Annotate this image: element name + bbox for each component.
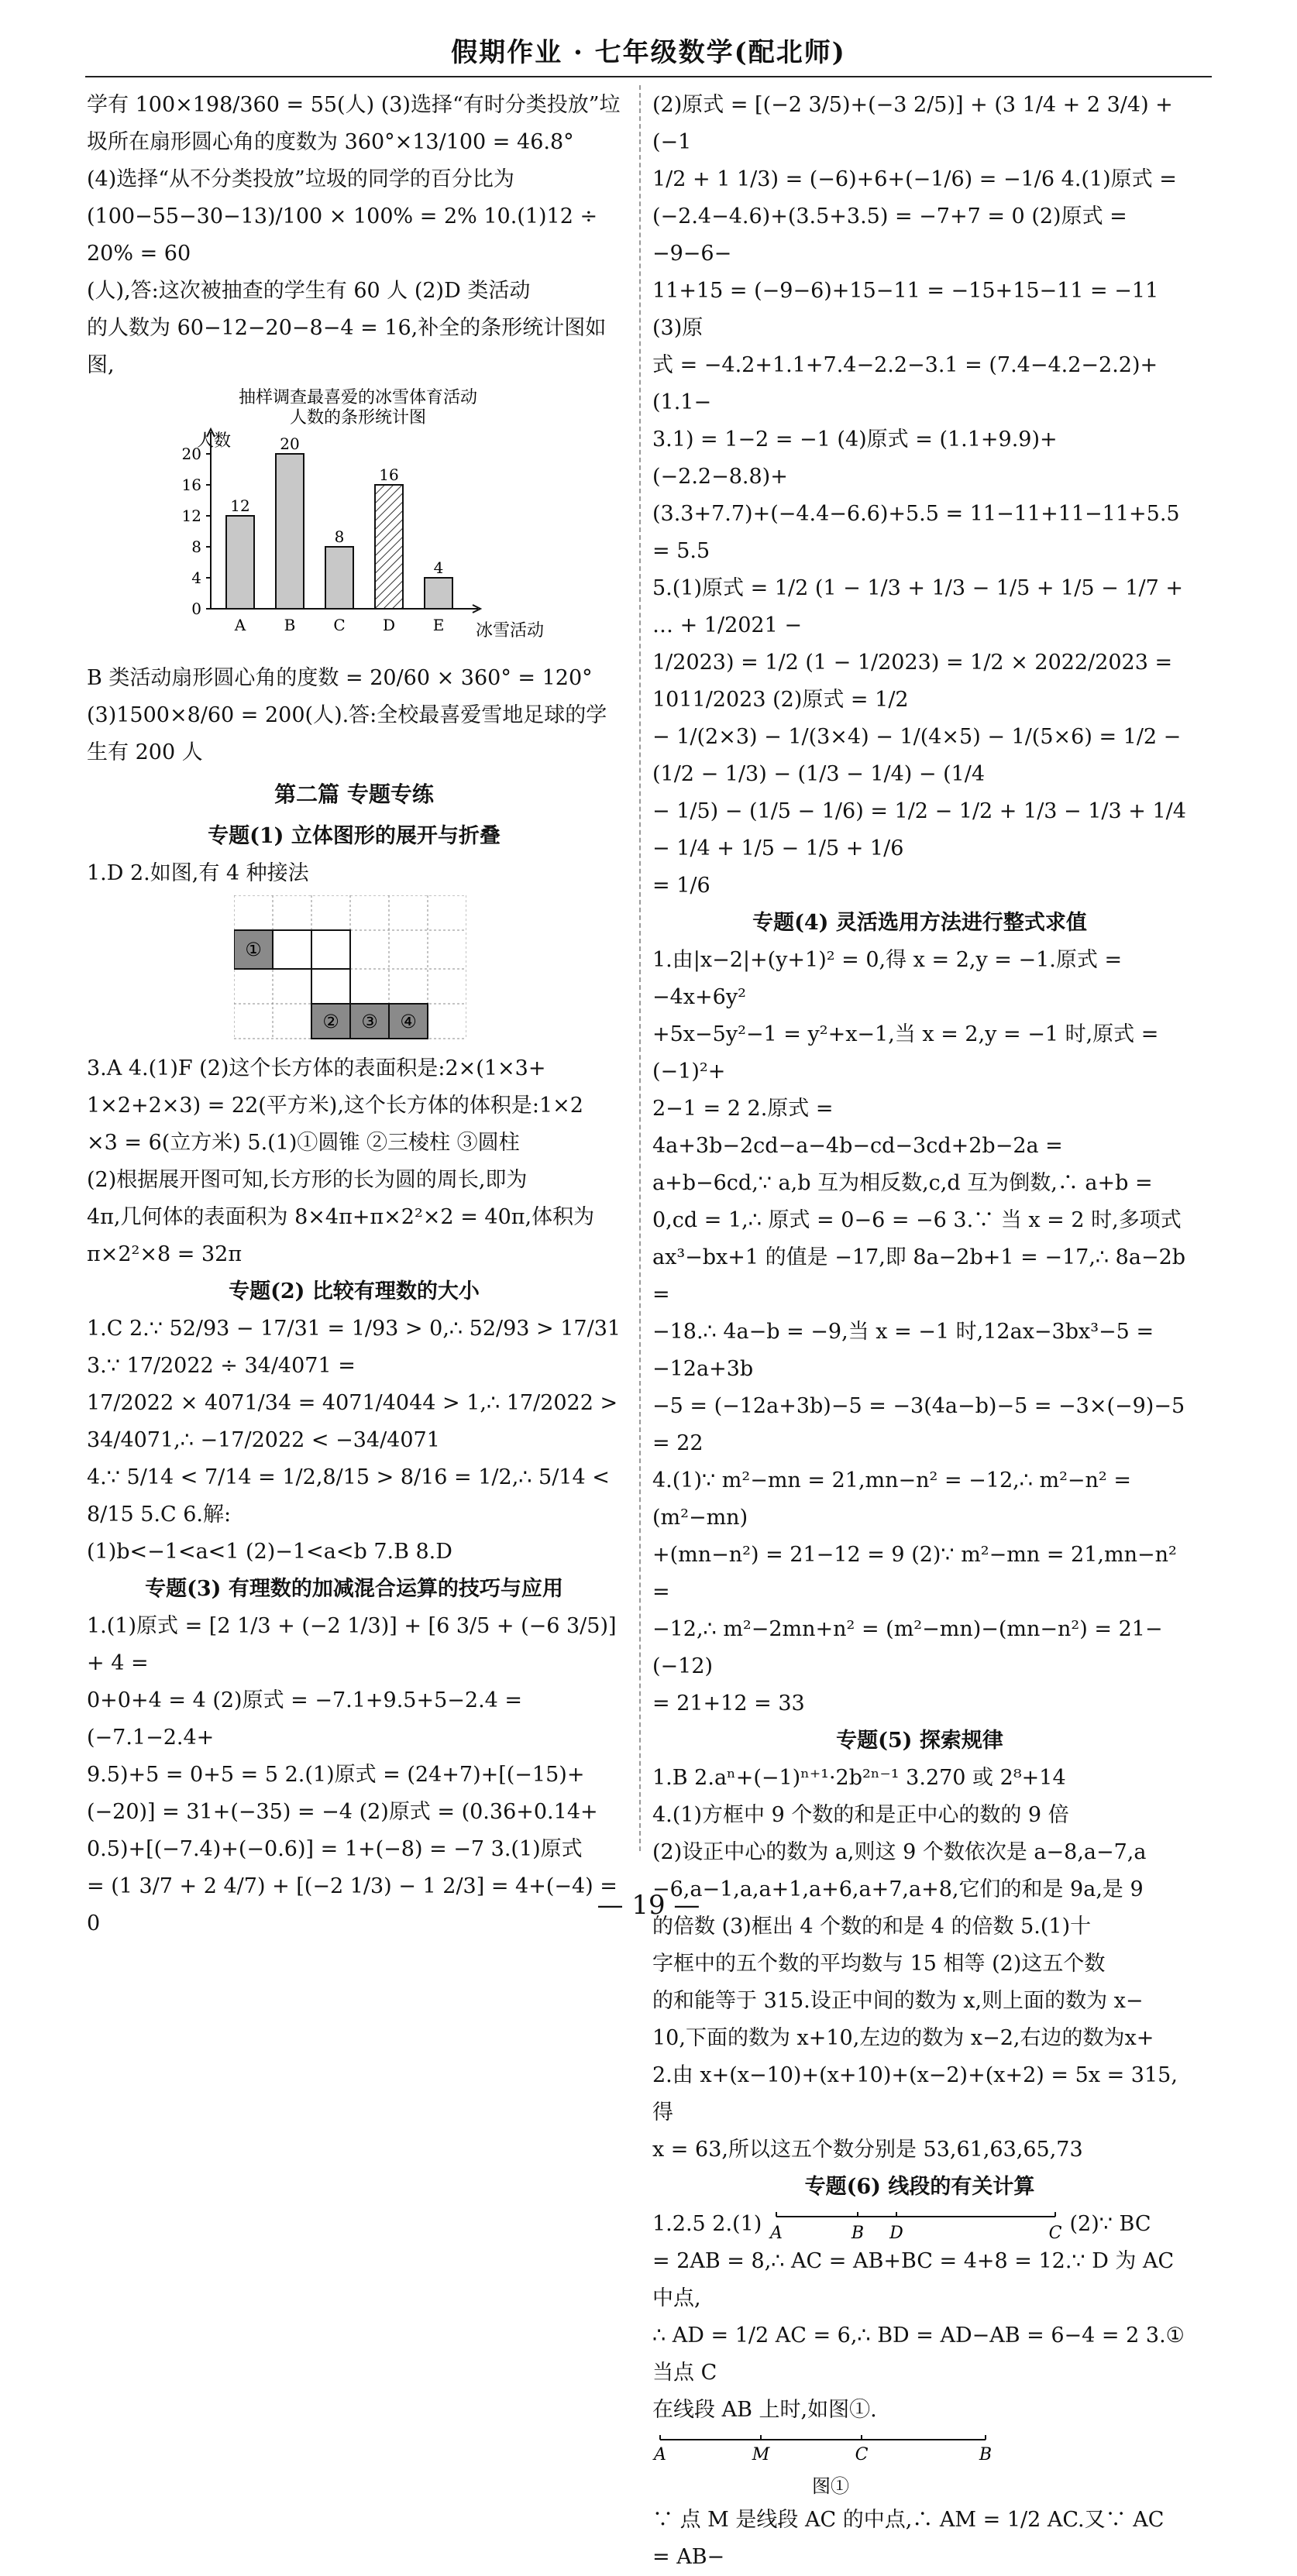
y-tick-label: 4 <box>191 568 201 587</box>
segment1-point-c: C <box>1048 2223 1062 2243</box>
text-line: B 类活动扇形圆心角的度数 = 20/60 × 360° = 120° <box>87 666 593 690</box>
topic3-title: 专题(3) 有理数的加减混合运算的技巧与应用 <box>145 1577 563 1601</box>
y-tick-label: 12 <box>181 507 201 525</box>
text-line: (人),答:这次被抽查的学生有 60 人 (2)D 类活动 <box>87 279 531 303</box>
chart-ylabel: 人数 <box>197 431 232 451</box>
text-line: = (1 3/7 + 2 4/7) + [(−2 1/3) − 1 2/3] = 4+(−4) = 0 <box>87 1874 618 1935</box>
category-label: E <box>432 616 445 634</box>
chart-title-line2: 人数的条形统计图 <box>289 408 427 428</box>
text-line: 在线段 AB 上时,如图①. <box>652 2398 877 2422</box>
grid-cell <box>273 930 311 969</box>
column-divider <box>639 85 641 1851</box>
topic6-first-after: (2)∵ BC <box>1069 2212 1151 2236</box>
text-line: = 21+12 = 33 <box>652 1692 805 1716</box>
bar-value-label: 16 <box>379 465 399 484</box>
text-line: = 1/6 <box>652 874 710 898</box>
text-line: 的倍数 (3)框出 4 个数的和是 4 的倍数 5.(1)十 <box>652 1915 1092 1939</box>
text-line: 的人数为 60−12−20−8−4 = 16,补全的条形统计图如 <box>87 316 607 340</box>
y-tick-label: 20 <box>181 445 201 463</box>
text-line: 学有 100×198/360 = 55(人) (3)选择“有时分类投放”垃 <box>87 93 621 117</box>
bar-d <box>375 485 403 609</box>
text-line: 5.(1)原式 = 1/2 (1 − 1/3 + 1/3 − 1/5 + 1/5 − 1/7 + … + 1/2021 − <box>652 576 1183 637</box>
chart-title-line1: 抽样调查最喜爱的冰雪体育活动 <box>238 388 478 407</box>
topic4-title: 专题(4) 灵活选用方法进行整式求值 <box>752 911 1087 935</box>
text-line: 圾所在扇形圆心角的度数为 360°×13/100 = 46.8° <box>87 130 574 154</box>
text-line: 2.由 x+(x−10)+(x+10)+(x−2)+(x+2) = 5x = 315,得 <box>652 2063 1178 2124</box>
y-tick-label: 16 <box>181 476 201 494</box>
text-line: 1.由|x−2|+(y+1)² = 0,得 x = 2,y = −1.原式 = −4x+6y² <box>652 948 1123 1009</box>
page-header: 假期作业 · 七年级数学(配北师) <box>451 37 846 68</box>
text-line: 1.C 2.∵ 52/93 − 17/31 = 1/93 > 0,∴ 52/93 > 17/31 3.∵ 17/2022 ÷ 34/4071 = <box>87 1317 621 1378</box>
bar-value-label: 4 <box>433 558 444 577</box>
figure1-caption: 图① <box>812 2475 849 2497</box>
bar-chart <box>126 384 559 655</box>
segment2-point-c: C <box>855 2445 869 2464</box>
bar-e <box>425 578 452 609</box>
grid-label-1: ① <box>245 939 262 960</box>
text-line: 17/2022 × 4071/34 = 4071/4044 > 1,∴ 17/2022 > 34/4071,∴ −17/2022 < −34/4071 <box>87 1391 618 1452</box>
text-line: 0.5)+[(−7.4)+(−0.6)] = 1+(−8) = −7 3.(1)原式 <box>87 1837 583 1861</box>
text-line: (1)b<−1<a<1 (2)−1<a<b 7.B 8.D <box>87 1540 452 1564</box>
text-line: 4π,几何体的表面积为 8×4π+π×2²×2 = 40π,体积为 <box>87 1205 595 1229</box>
text-line: (−20)] = 31+(−35) = −4 (2)原式 = (0.36+0.14+ <box>87 1800 598 1824</box>
text-line: (3.3+7.7)+(−4.4−6.6)+5.5 = 11−11+11−11+5.5 = 5.5 <box>652 502 1180 563</box>
text-line: − 1/(2×3) − 1/(3×4) − 1/(4×5) − 1/(5×6) = 1/2 − (1/2 − 1/3) − (1/3 − 1/4) − (1/4 <box>652 725 1182 786</box>
grid-label-4: ④ <box>400 1011 417 1032</box>
text-line <box>652 2206 1187 2243</box>
text-line: ×3 = 6(立方米) 5.(1)①圆锥 ②三棱柱 ③圆柱 <box>87 1131 520 1155</box>
text-line: ∴ AD = 1/2 AC = 6,∴ BD = AD−AB = 6−4 = 2 3.①当点 C <box>652 2324 1185 2385</box>
segment1-point-d: D <box>889 2223 903 2243</box>
category-label: B <box>284 616 296 634</box>
text-line: 10,下面的数为 x+10,左边的数为 x−2,右边的数为x+ <box>652 2026 1154 2050</box>
bar-c <box>325 547 353 609</box>
segment2-point-a: A <box>654 2445 666 2464</box>
text-line: (2)原式 = [(−2 3/5)+(−3 2/5)] + (3 1/4 + 2 3/4) + (−1 <box>652 93 1173 154</box>
segment-figure-amcb <box>652 2430 1187 2502</box>
text-line: (100−55−30−13)/100 × 100% = 2% 10.(1)12 ÷ 20% = 60 <box>87 204 598 266</box>
segment1-point-a: A <box>769 2223 783 2243</box>
topic5-title: 专题(5) 探索规律 <box>836 1729 1003 1753</box>
text-line: (4)选择“从不分类投放”垃圾的同学的百分比为 <box>87 167 514 191</box>
text-line: 0,cd = 1,∴ 原式 = 0−6 = −6 3.∵ 当 x = 2 时,多项式 <box>652 1208 1182 1232</box>
grid-label-2: ② <box>322 1011 339 1032</box>
header-rule <box>85 76 1212 77</box>
grid-cell <box>311 930 350 969</box>
topic1-title: 专题(1) 立体图形的展开与折叠 <box>208 824 501 848</box>
text-line: 4.∵ 5/14 < 7/14 = 1/2,8/15 > 8/16 = 1/2,∴ 5/14 < 8/15 5.C 6.解: <box>87 1465 610 1527</box>
text-line: 9.5)+5 = 0+5 = 5 2.(1)原式 = (24+7)+[(−15)+ <box>87 1763 585 1787</box>
text-line: (2)根据展开图可知,长方形的长为圆的周长,即为 <box>87 1168 528 1192</box>
text-line: 1/2023) = 1/2 (1 − 1/2023) = 1/2 × 2022/2023 = 1011/2023 (2)原式 = 1/2 <box>652 651 1173 712</box>
text-line: 生有 200 人 <box>87 740 203 764</box>
text-line: 1×2+2×3) = 22(平方米),这个长方体的体积是:1×2 <box>87 1094 583 1118</box>
text-line: +5x−5y²−1 = y²+x−1,当 x = 2,y = −1 时,原式 = (−1)²+ <box>652 1022 1159 1084</box>
segment2-point-m: M <box>752 2445 770 2464</box>
left-column <box>87 87 621 1942</box>
text-line: 1/2 + 1 1/3) = (−6)+6+(−1/6) = −1/6 4.(1)原式 = <box>652 167 1177 191</box>
category-label: A <box>234 616 246 634</box>
text-line: 字框中的五个数的平均数与 15 相等 (2)这五个数 <box>652 1952 1106 1976</box>
text-line: 0+0+4 = 4 (2)原式 = −7.1+9.5+5−2.4 = (−7.1−2.4+ <box>87 1688 523 1750</box>
text-line: −12,∴ m²−2mn+n² = (m²−mn)−(mn−n²) = 21−(−12) <box>652 1617 1163 1678</box>
text-line: (2)设正中心的数为 a,则这 9 个数依次是 a−8,a−7,a <box>652 1840 1147 1864</box>
text-line: 11+15 = (−9−6)+15−11 = −15+15−11 = −11 (3)原 <box>652 279 1159 340</box>
text-line: π×2²×8 = 32π <box>87 1242 243 1266</box>
text-line: +(mn−n²) = 21−12 = 9 (2)∵ m²−mn = 21,mn−n² = <box>652 1543 1177 1604</box>
text-line: 3.A 4.(1)F (2)这个长方体的表面积是:2×(1×3+ <box>87 1056 546 1080</box>
text-line: 3.1) = 1−2 = −1 (4)原式 = (1.1+9.9)+(−2.2−8.8)+ <box>652 428 1058 489</box>
text-line: 2−1 = 2 2.原式 = 4a+3b−2cd−a−4b−cd−3cd+2b−2a = <box>652 1097 1063 1158</box>
text-line: x = 63,所以这五个数分别是 53,61,63,65,73 <box>652 2138 1083 2162</box>
text-line: = 2AB = 8,∴ AC = AB+BC = 4+8 = 12.∵ D 为 AC 中点, <box>652 2249 1175 2310</box>
segment1-point-b: B <box>851 2223 864 2243</box>
text-line: 4.(1)方框中 9 个数的和是正中心的数的 9 倍 <box>652 1803 1069 1827</box>
text-line: −18.∴ 4a−b = −9,当 x = −1 时,12ax−3bx³−5 = −12a+3b <box>652 1320 1154 1381</box>
text-line: −5 = (−12a+3b)−5 = −3(4a−b)−5 = −3×(−9)−5 = 22 <box>652 1394 1185 1455</box>
page-number: — 19 — <box>597 1890 700 1921</box>
text-line: 式 = −4.2+1.1+7.4−2.2−3.1 = (7.4−4.2−2.2)+(1.1− <box>652 353 1158 414</box>
right-column <box>652 87 1187 2576</box>
text-line: 的和能等于 315.设正中间的数为 x,则上面的数为 x− <box>652 1989 1144 2013</box>
text-line: (−2.4−4.6)+(3.5+3.5) = −7+7 = 0 (2)原式 = −9−6− <box>652 204 1127 266</box>
segment2-point-b: B <box>979 2445 993 2464</box>
text-line: − 1/5) − (1/5 − 1/6) = 1/2 − 1/2 + 1/3 − 1/3 + 1/4 − 1/4 + 1/5 − 1/5 + 1/6 <box>652 799 1186 860</box>
text-line: 4.(1)∵ m²−mn = 21,mn−n² = −12,∴ m²−n² = (m²−mn) <box>652 1468 1131 1530</box>
y-tick-label: 8 <box>191 538 201 556</box>
category-label: C <box>333 616 346 634</box>
text-line: a+b−6cd,∵ a,b 互为相反数,c,d 互为倒数,∴ a+b = <box>652 1171 1153 1195</box>
topic6-first: 1.2.5 2.(1) <box>652 2212 762 2236</box>
bar-a <box>226 516 254 609</box>
bar-b <box>276 454 304 609</box>
bar-value-label: 20 <box>280 434 300 453</box>
segment-figure-abdc <box>769 2207 1063 2243</box>
text-line: 1.(1)原式 = [2 1/3 + (−2 1/3)] + [6 3/5 + (−6 3/5)] + 4 = <box>87 1614 617 1675</box>
category-label: D <box>382 616 396 634</box>
text-line: 1.D 2.如图,有 4 种接法 <box>87 861 309 885</box>
bar-value-label: 12 <box>230 496 250 515</box>
topic2-title: 专题(2) 比较有理数的大小 <box>229 1279 480 1303</box>
net-grid-figure <box>234 895 466 1042</box>
section-title: 第二篇 专题专练 <box>274 781 434 807</box>
text-line: ax³−bx+1 的值是 −17,即 8a−2b+1 = −17,∴ 8a−2b = <box>652 1245 1186 1307</box>
bar-value-label: 8 <box>334 527 345 546</box>
text-line: −6,a−1,a,a+1,a+6,a+7,a+8,它们的和是 9a,是 9 <box>652 1877 1144 1901</box>
grid-cell <box>311 969 350 1004</box>
text-line: 图, <box>87 353 115 377</box>
topic6-title: 专题(6) 线段的有关计算 <box>804 2175 1035 2199</box>
chart-xlabel: 冰雪活动 <box>476 621 545 641</box>
text-line: (3)1500×8/60 = 200(人).答:全校最喜爱雪地足球的学 <box>87 703 607 727</box>
text-line: 1.B 2.aⁿ+(−1)ⁿ⁺¹·2b²ⁿ⁻¹ 3.270 或 2⁸+14 <box>652 1766 1066 1790</box>
y-tick-label: 0 <box>191 599 201 618</box>
grid-label-3: ③ <box>361 1011 378 1032</box>
text-line: ∵ 点 M 是线段 AC 的中点,∴ AM = 1/2 AC.又∵ AC = AB− <box>652 2508 1165 2569</box>
